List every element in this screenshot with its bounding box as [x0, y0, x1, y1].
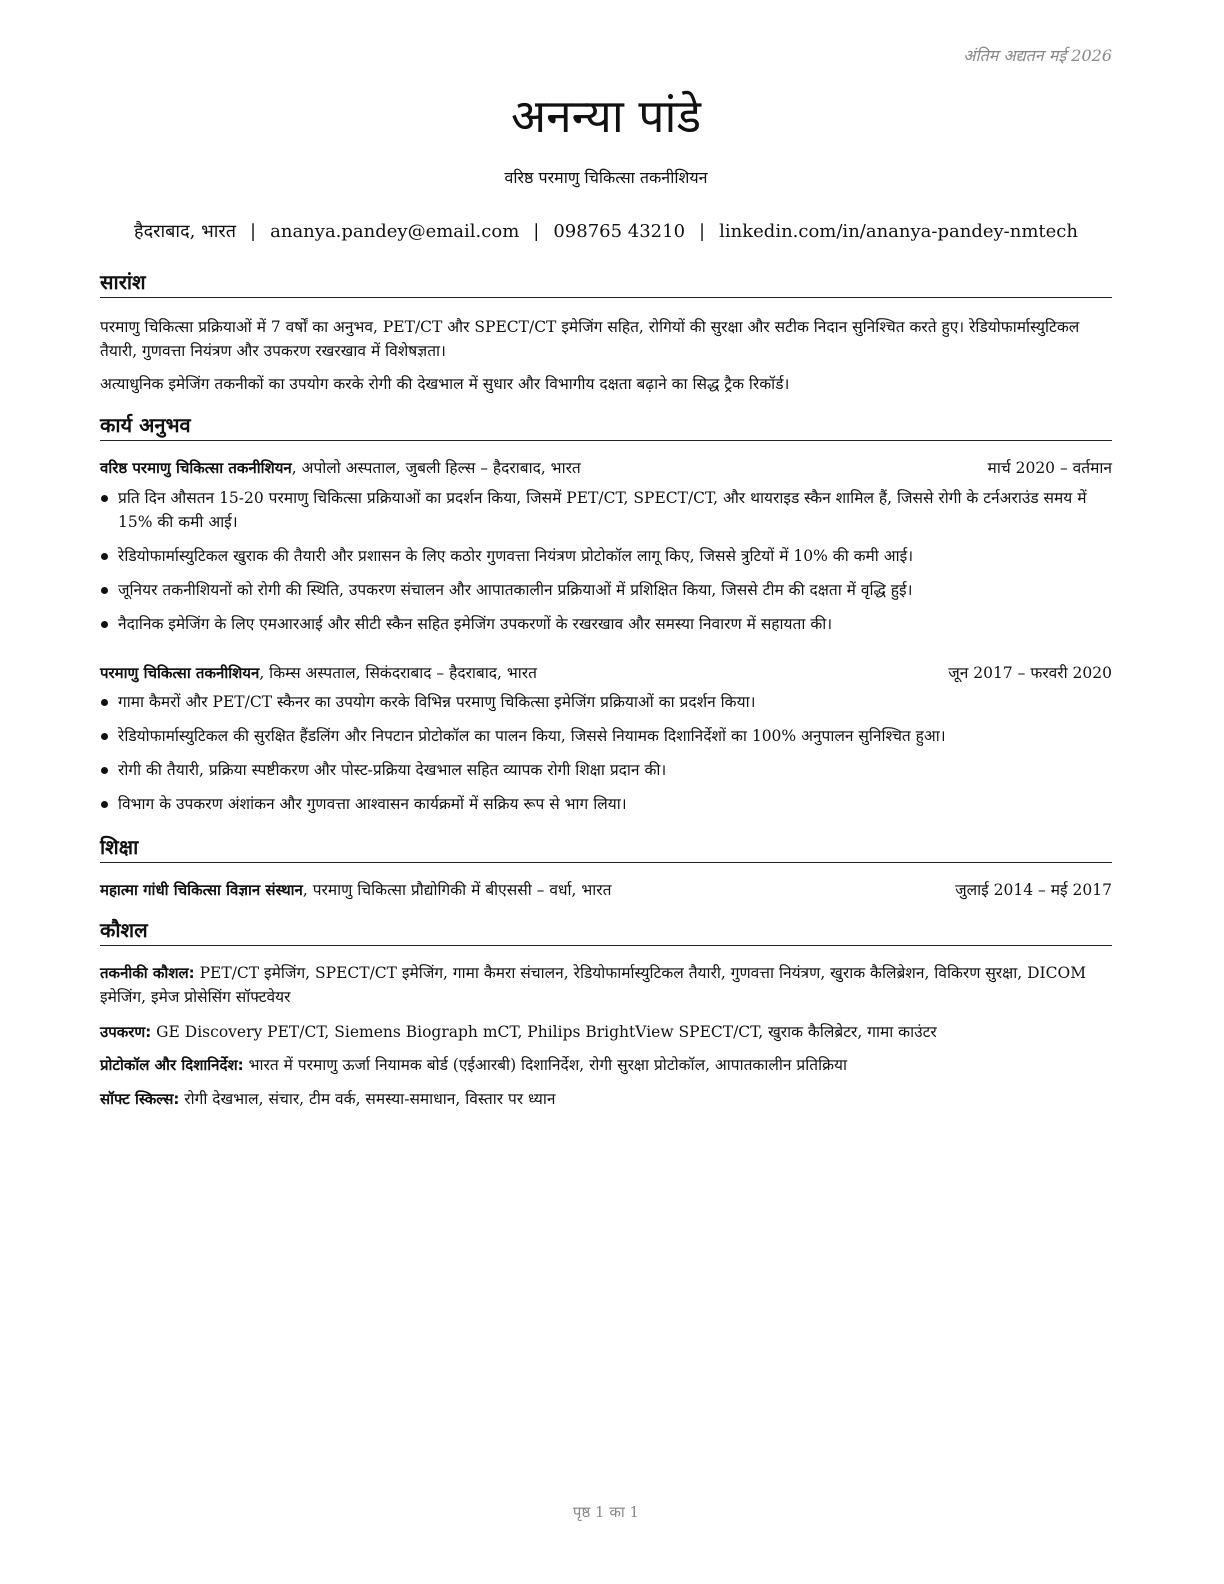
education-institution: महात्मा गांधी चिकित्सा विज्ञान संस्थान — [100, 881, 303, 899]
skills-equipment-label: उपकरण: — [100, 1023, 152, 1041]
resume-page — [100, 0, 1112, 1584]
page-number: पृष्ठ 1 का 1 — [572, 1503, 640, 1521]
skills-protocols — [100, 1053, 1120, 1077]
skills-soft-label: सॉफ्ट स्किल्स: — [100, 1090, 180, 1108]
education-entry — [100, 878, 1112, 902]
job-2-dates: जून 2017 – फरवरी 2020 — [948, 664, 1112, 682]
job-1-org: , अपोलो अस्पताल, जुबली हिल्स – हैदराबाद, भारत — [291, 459, 581, 477]
education-heading: शिक्षा — [100, 833, 1112, 863]
list-item: जूनियर तकनीशियनों को रोगी की स्थिति, उपकरण संचालन और आपातकालीन प्रक्रियाओं में प्रशिक्षित किया, जिससे टीम की दक्षता में वृद्धि हुई। — [100, 578, 1112, 602]
skills-equipment-value: GE Discovery PET/CT, Siemens Biograph mCT, Philips BrightView SPECT/CT, खुराक कैलिब्रेटर, गामा काउंटर — [151, 1023, 937, 1041]
skills-soft-value: रोगी देखभाल, संचार, टीम वर्क, समस्या-समाधान, विस्तार पर ध्यान — [179, 1090, 556, 1108]
skills-soft — [100, 1087, 1120, 1111]
contact-separator: | — [699, 221, 706, 242]
contact-separator: | — [533, 221, 540, 242]
skills-technical — [100, 961, 1120, 1009]
summary-heading: सारांश — [100, 268, 1112, 298]
job-1-header — [100, 456, 1112, 480]
job-1-title: वरिष्ठ परमाणु चिकित्सा तकनीशियन — [100, 459, 292, 477]
skills-protocols-label: प्रोटोकॉल और दिशानिर्देश: — [100, 1056, 244, 1074]
job-2-header — [100, 661, 1112, 685]
skills-heading: कौशल — [100, 916, 1112, 946]
contact-line — [100, 219, 1112, 243]
skills-equipment — [100, 1020, 1120, 1044]
contact-linkedin[interactable]: linkedin.com/in/ananya-pandey-nmtech — [719, 221, 1078, 242]
job-1-bullets — [100, 486, 1112, 646]
education-detail: , परमाणु चिकित्सा प्रौद्योगिकी में बीएससी – वर्धा, भारत — [302, 881, 612, 899]
list-item: विभाग के उपकरण अंशांकन और गुणवत्ता आश्वासन कार्यक्रमों में सक्रिय रूप से भाग लिया। — [100, 792, 1112, 816]
candidate-name: अनन्या पांडे — [510, 89, 702, 143]
candidate-headline: वरिष्ठ परमाणु चिकित्सा तकनीशियन — [504, 168, 708, 187]
skills-technical-value: PET/CT इमेजिंग, SPECT/CT इमेजिंग, गामा कैमरा संचालन, रेडियोफार्मास्युटिकल तैयारी, गुणवत्ता नियंत्रण, खुराक कैलिब्रेशन, विकिरण सुरक्षा, DICOM इमेजिंग, इमेज प्रोसेसिंग सॉफ्टवेयर — [100, 964, 1087, 1006]
list-item: रेडियोफार्मास्युटिकल खुराक की तैयारी और प्रशासन के लिए कठोर गुणवत्ता नियंत्रण प्रोटोकॉल लागू किए, जिससे त्रुटियों में 10% की कमी आई। — [100, 544, 1112, 568]
skills-technical-label: तकनीकी कौशल: — [100, 964, 195, 982]
skills-protocols-value: भारत में परमाणु ऊर्जा नियामक बोर्ड (एईआरबी) दिशानिर्देश, रोगी सुरक्षा प्रोटोकॉल, आपातकालीन प्रतिक्रिया — [243, 1056, 847, 1074]
job-2-org: , किम्स अस्पताल, सिकंदराबाद – हैदराबाद, भारत — [259, 664, 537, 682]
experience-heading: कार्य अनुभव — [100, 411, 1112, 441]
job-2-bullets — [100, 690, 1112, 826]
education-dates: जुलाई 2014 – मई 2017 — [955, 881, 1112, 899]
summary-paragraph-1: परमाणु चिकित्सा प्रक्रियाओं में 7 वर्षों का अनुभव, PET/CT और SPECT/CT इमेजिंग सहित, रोगियों की सुरक्षा और सटीक निदान सुनिश्चित करते हुए। रेडियोफार्मास्युटिकल तैयारी, गुणवत्ता नियंत्रण और उपकरण रखरखाव में विशेषज्ञता। — [100, 318, 1080, 360]
job-2-title: परमाणु चिकित्सा तकनीशियन — [100, 664, 260, 682]
list-item: गामा कैमरों और PET/CT स्कैनर का उपयोग करके विभिन्न परमाणु चिकित्सा इमेजिंग प्रक्रियाओं का प्रदर्शन किया। — [100, 690, 1112, 714]
contact-phone[interactable]: 098765 43210 — [553, 221, 686, 242]
job-1-dates: मार्च 2020 – वर्तमान — [987, 459, 1112, 477]
contact-separator: | — [250, 221, 257, 242]
list-item: प्रति दिन औसतन 15-20 परमाणु चिकित्सा प्रक्रियाओं का प्रदर्शन किया, जिसमें PET/CT, SPECT/CT, और थायराइड स्कैन शामिल हैं, जिससे रोगी के टर्नअराउंड समय में 15% की कमी आई। — [100, 486, 1112, 534]
list-item: नैदानिक इमेजिंग के लिए एमआरआई और सीटी स्कैन सहित इमेजिंग उपकरणों के रखरखाव और समस्या निवारण में सहायता की। — [100, 612, 1112, 636]
contact-location: हैदराबाद, भारत — [134, 221, 237, 242]
list-item: रेडियोफार्मास्युटिकल की सुरक्षित हैंडलिंग और निपटान प्रोटोकॉल का पालन किया, जिससे नियामक दिशानिर्देशों का 100% अनुपालन सुनिश्चित हुआ। — [100, 724, 1112, 748]
list-item: रोगी की तैयारी, प्रक्रिया स्पष्टीकरण और पोस्ट-प्रक्रिया देखभाल सहित व्यापक रोगी शिक्षा प्रदान की। — [100, 758, 1112, 782]
summary-paragraph-2: अत्याधुनिक इमेजिंग तकनीकों का उपयोग करके रोगी की देखभाल में सुधार और विभागीय दक्षता बढ़ाने का सिद्ध ट्रैक रिकॉर्ड। — [100, 375, 790, 393]
contact-email[interactable]: ananya.pandey@email.com — [270, 221, 520, 242]
last-updated: अंतिम अद्यतन मई 2026 — [963, 46, 1112, 65]
